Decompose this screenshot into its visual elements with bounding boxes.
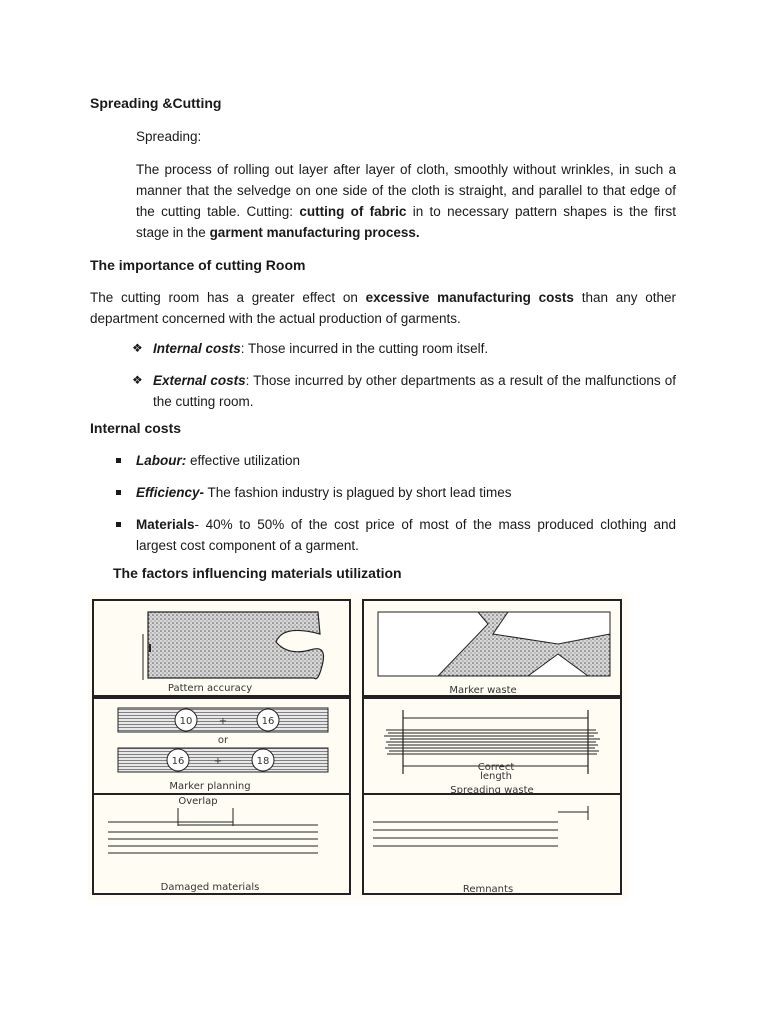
cost-type-item (153, 338, 676, 359)
spreading-bold-2: garment manufacturing process. (209, 225, 420, 240)
internal-item-term: Materials (136, 517, 195, 532)
cost-type-term: Internal costs (153, 341, 241, 356)
panel-damaged-materials (93, 794, 350, 894)
cost-type-item (153, 370, 676, 412)
correct-label: Correct (477, 762, 515, 773)
diamond-bullet-icon: ❖ (132, 341, 143, 355)
panel-remnants (363, 794, 621, 895)
importance-bold: excessive manufacturing costs (365, 290, 574, 305)
page-heading: Spreading &Cutting (90, 95, 222, 111)
caption-marker-planning: Marker planning (169, 781, 251, 792)
internal-item-desc: - 40% to 50% of the cost price of most of the mass produced clothing and largest cost component of a garment. (136, 517, 676, 553)
marker-size-label: 10 (179, 716, 193, 727)
importance-text-2: than any other department concerned with the actual production of garments. (90, 290, 677, 326)
cost-type-desc: : Those incurred in the cutting room itself. (240, 341, 489, 356)
spreading-paragraph (136, 159, 676, 243)
plus-label: + (213, 756, 223, 767)
marker-size-label: 16 (171, 756, 185, 767)
spreading-bold-1: cutting of fabric (299, 204, 407, 219)
caption-remnants: Remnants (462, 884, 514, 895)
factors-heading: The factors influencing materials utilization (113, 565, 402, 581)
internal-item-desc: The fashion industry is plagued by short lead times (204, 485, 512, 500)
spreading-text-1: The process of rolling out layer after layer of cloth, smoothly without wrinkles, in such a manner that the selvedge on one side of the cloth is straight, and parallel to that edge of the cutting table. Cutting: (136, 162, 676, 219)
plus-label: + (218, 716, 228, 727)
square-bullet-icon (116, 458, 121, 463)
internal-item (136, 514, 676, 556)
panel-marker-waste (363, 600, 621, 696)
spread-layers (384, 730, 600, 754)
square-bullet-icon (116, 490, 121, 495)
internal-item (136, 450, 676, 471)
cost-type-desc: : Those incurred by other departments as a result of the malfunctions of the cutting room. (153, 373, 676, 409)
panel-pattern-accuracy (93, 600, 350, 696)
or-label: or (217, 735, 229, 746)
length-label: length (480, 771, 512, 782)
overlap-label: Overlap (178, 796, 218, 807)
internal-item-term: Labour: (136, 453, 187, 468)
internal-item (136, 482, 676, 503)
internal-costs-heading: Internal costs (90, 420, 182, 436)
remnant-layers (373, 822, 558, 846)
importance-text-1: The cutting room has a greater effect on (90, 290, 366, 305)
panel-spreading-waste (363, 698, 621, 796)
materials-utilization-figure (88, 594, 628, 900)
caption-damaged-materials: Damaged materials (160, 882, 260, 893)
internal-item-term: Efficiency- (136, 485, 205, 500)
diamond-bullet-icon: ❖ (132, 373, 143, 387)
internal-item-desc: effective utilization (186, 453, 301, 468)
importance-paragraph (90, 287, 676, 329)
spreading-label: Spreading: (136, 129, 202, 144)
marker-strip-2 (118, 748, 328, 772)
damaged-layers (108, 822, 318, 853)
fabric-piece-shape (148, 612, 324, 679)
caption-spreading-waste: Spreading waste (450, 785, 534, 796)
spreading-text-2: in to necessary pattern shapes is the first stage in the (136, 204, 676, 240)
figure-svg (88, 594, 628, 900)
square-bullet-icon (116, 522, 121, 527)
marker-size-label: 18 (256, 756, 270, 767)
cost-type-term: External costs (153, 373, 246, 388)
panel-marker-planning (93, 698, 350, 794)
importance-heading: The importance of cutting Room (90, 257, 306, 273)
caption-marker-waste: Marker waste (449, 685, 517, 696)
caption-pattern-accuracy: Pattern accuracy (167, 683, 253, 694)
marker-size-label: 16 (261, 716, 275, 727)
